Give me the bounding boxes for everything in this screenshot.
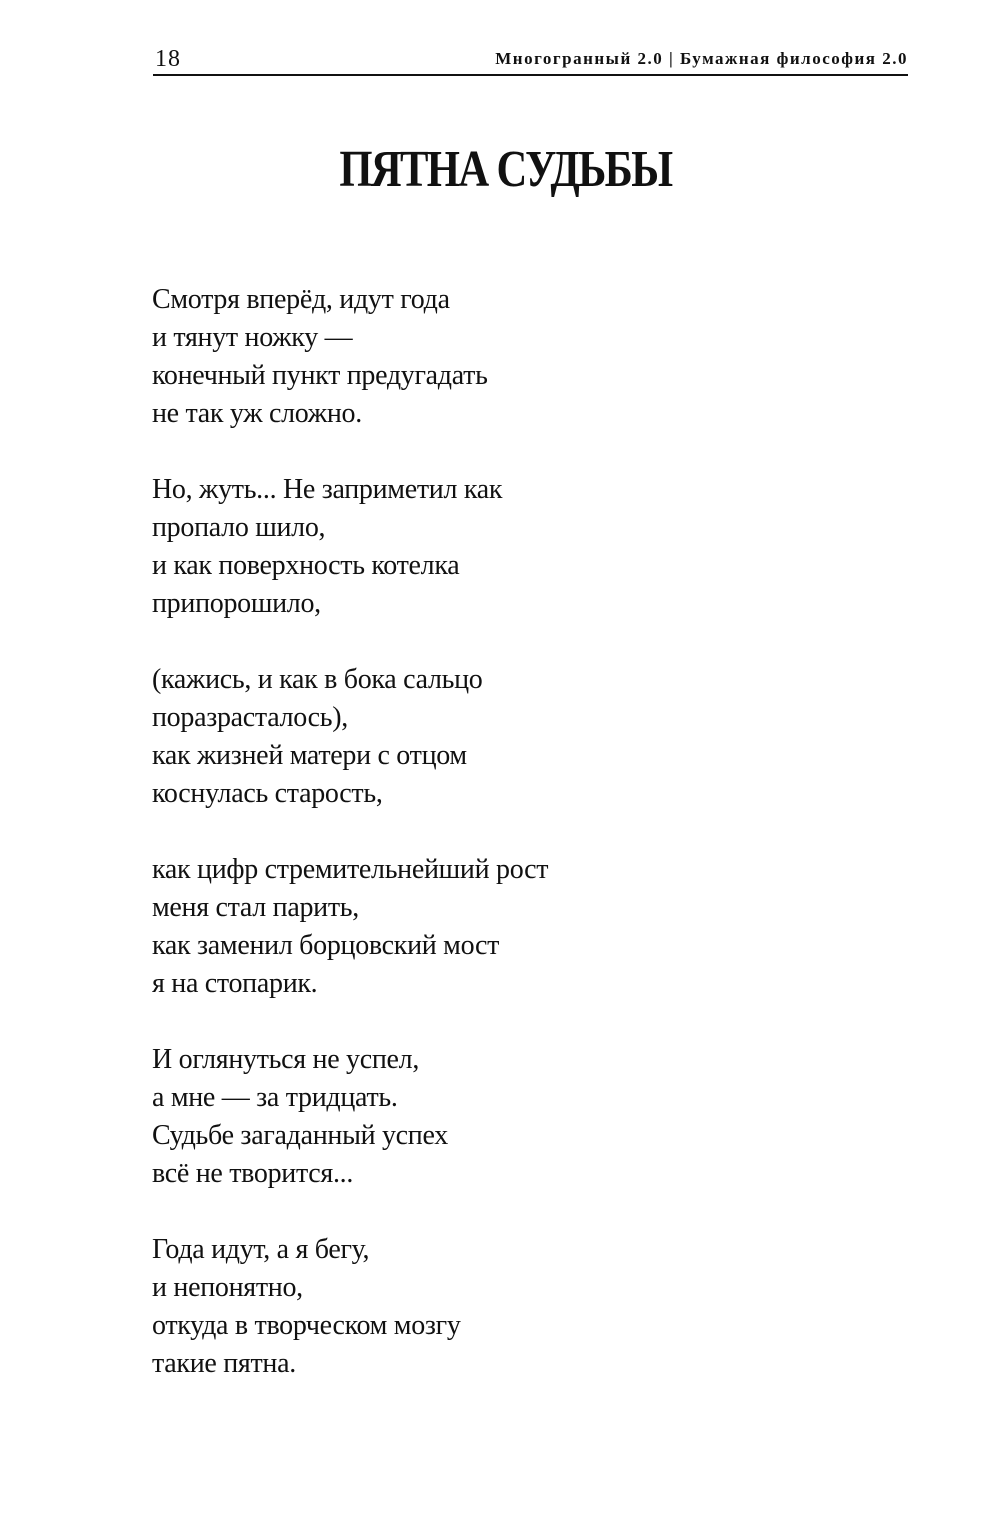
poem-line: как цифр стремительнейший рост — [152, 854, 549, 885]
running-title: Многогранный 2.0 | Бумажная философия 2.0 — [495, 49, 908, 68]
poem-line: а мне — за тридцать. — [152, 1082, 398, 1113]
poem-line: Судьбе загаданный успех — [152, 1120, 448, 1151]
stanza-4 — [152, 851, 548, 1003]
poem-body — [152, 281, 548, 1421]
poem-line: не так уж сложно. — [152, 398, 362, 429]
stanza-2 — [152, 471, 548, 623]
page-number: 18 — [155, 46, 181, 72]
poem-line: откуда в творческом мозгу — [152, 1310, 461, 1341]
poem-line: как жизней матери с отцом — [152, 740, 467, 771]
poem-title: ПЯТНА СУДЬБЫ — [339, 141, 672, 198]
poem-line: Но, жуть... Не заприметил как — [152, 474, 503, 505]
stanza-3 — [152, 661, 548, 813]
poem-line: и как поверхность котелка — [152, 550, 460, 581]
poem-line: и непонятно, — [152, 1272, 303, 1303]
poem-line: припорошило, — [152, 588, 321, 619]
poem-line: И оглянуться не успел, — [152, 1044, 420, 1075]
poem-line: я на стопарик. — [152, 968, 318, 999]
poem-line: Смотря вперёд, идут года — [152, 284, 450, 315]
poem-line: всё не творится... — [152, 1158, 354, 1189]
stanza-1 — [152, 281, 548, 433]
stanza-6 — [152, 1231, 548, 1383]
page-header — [153, 44, 908, 76]
poem-line: конечный пункт предугадать — [152, 360, 488, 391]
poem-line: и тянут ножку — — [152, 322, 353, 353]
poem-line: такие пятна. — [152, 1348, 296, 1379]
poem-line: Года идут, а я бегу, — [152, 1234, 370, 1265]
poem-line: как заменил борцовский мост — [152, 930, 500, 961]
poem-line: пропало шило, — [152, 512, 326, 543]
stanza-5 — [152, 1041, 548, 1193]
poem-line: поразрасталось), — [152, 702, 348, 733]
poem-line: меня стал парить, — [152, 892, 359, 923]
poem-line: коснулась старость, — [152, 778, 383, 809]
poem-line: (кажись, и как в бока сальцо — [152, 664, 483, 695]
